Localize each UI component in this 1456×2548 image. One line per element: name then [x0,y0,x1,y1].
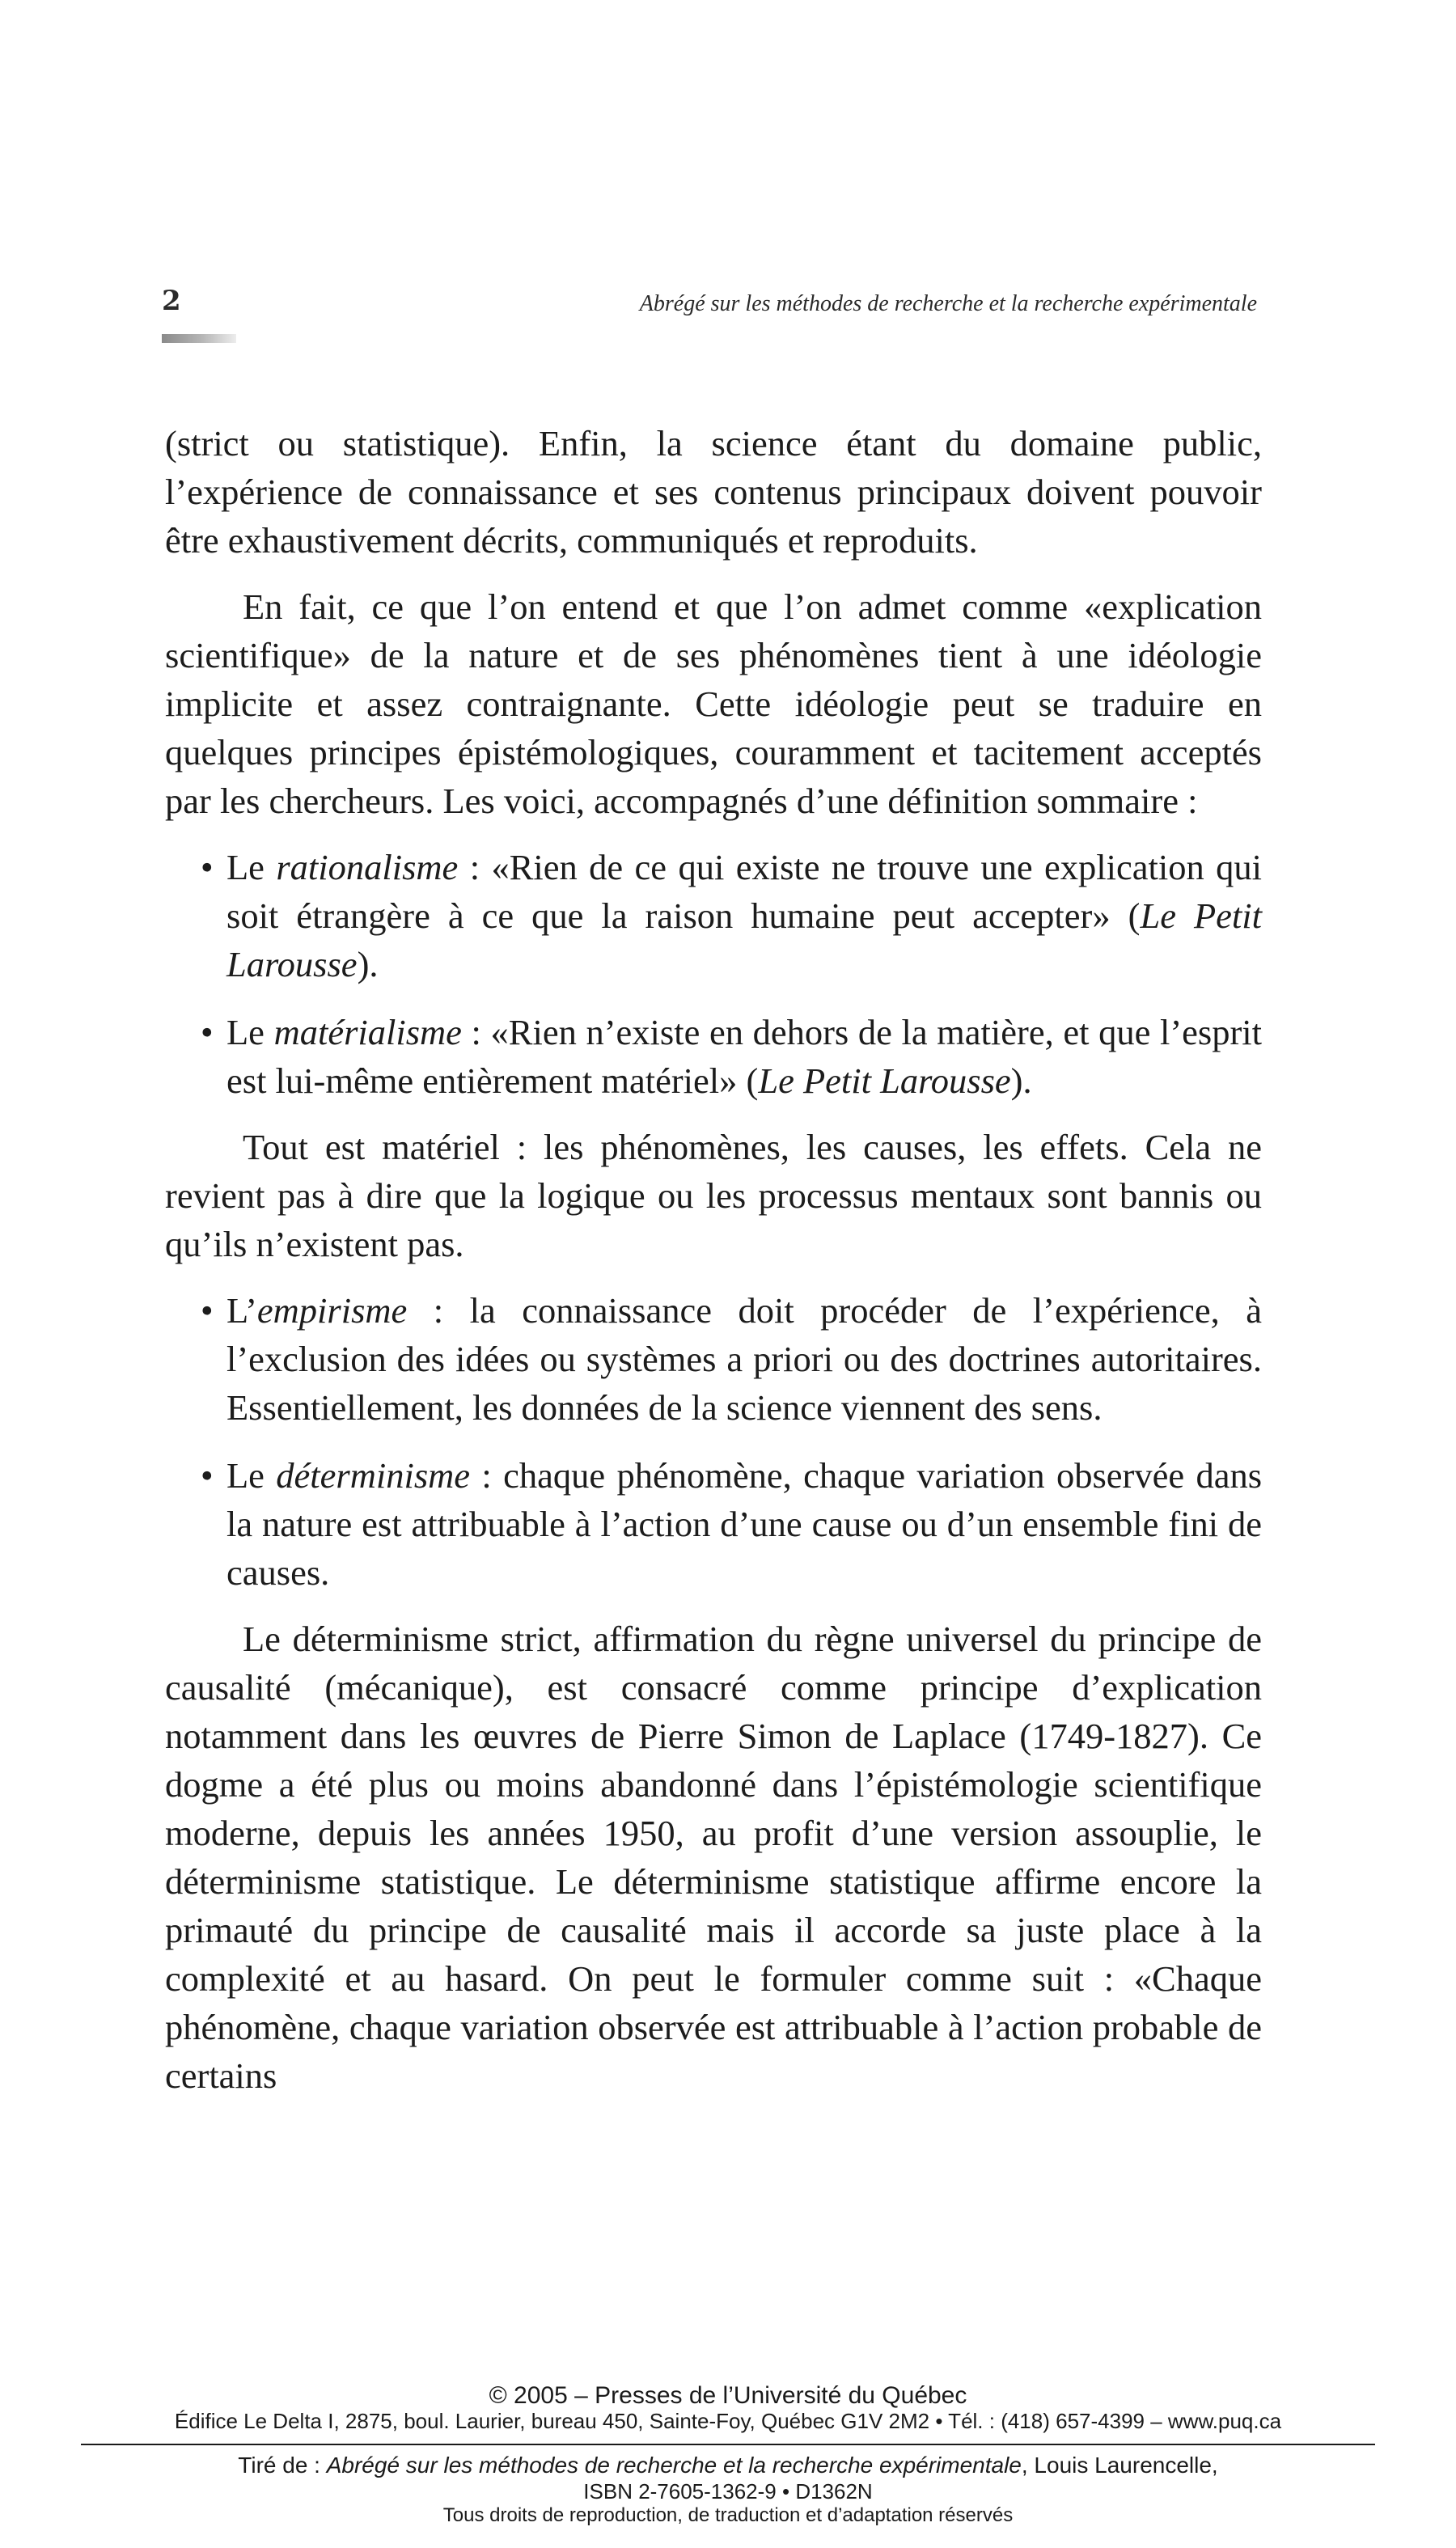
list-item-determinisme [165,1451,1262,1597]
body-text [165,419,1262,2100]
source-citation: Le Petit Larousse [758,1060,1011,1101]
item-end: ). [1010,1060,1032,1101]
source-citation: Le Petit Larousse [226,895,1262,984]
item-definition: : «Rien n’existe en dehors de la matière, et que l’esprit est lui-même entièrement matériel» ( [226,1012,1263,1101]
paragraph-ideology: En fait, ce que l’on entend et que l’on admet comme «explication scientifique» de la nature et de ses phénomènes tient à une idéologie implicite et assez contraignante. Cette idéologie peut se traduire en quelques principes épistémologiques, couramment et tacitement acceptés par les chercheurs. Les voici, accompagnés d’une définition sommaire : [165,586,1262,821]
item-end: ). [357,944,379,984]
footer-source [0,2454,1456,2477]
bullet-icon: • [201,1455,214,1496]
item-prefix: Le [226,1455,277,1496]
page-number-rule [162,334,236,343]
list-item-rationalisme [165,843,1262,988]
footer-source-title: Abrégé sur les méthodes de recherche et la recherche expérimentale [326,2453,1022,2478]
bullet-icon: • [201,1012,214,1052]
footer-isbn: ISBN 2-7605-1362-9 • D1362N [583,2479,873,2504]
item-prefix: Le [226,1012,274,1052]
footer-rights: Tous droits de reproduction, de traduction et d’adaptation réservés [442,2504,1014,2526]
footer-source-author: , Louis Laurencelle, [1021,2453,1218,2478]
list-item-empirisme [165,1286,1262,1432]
footer-copyright: © 2005 – Presses de l’Université du Québec [489,2382,967,2409]
bullet-icon: • [201,847,214,887]
item-prefix: L’ [226,1290,257,1331]
term-materialisme: matérialisme [273,1012,462,1052]
item-definition: : la connaissance doit procéder de l’expérience, à l’exclusion des idées ou systèmes a priori ou des doctrines autoritaires. Essentiellement, les données de la science viennent des sens. [226,1290,1262,1428]
paragraph-determinisme-strict: Le déterminisme strict, affirmation du règne universel du principe de causalité (mécanique), est consacré comme principe d’explication notamment dans les œuvres de Pierre Simon de Laplace (1749-1827). Ce dogme a été plus ou moins abandonné dans l’épistémologie scientifique moderne, depuis les années 1950, au profit d’une version assouplie, le déterminisme statistique. Le déterminisme statistique affirme encore la primauté du principe de causalité mais il accorde sa juste place à la complexité et au hasard. On peut le formuler comme suit : «Chaque phénomène, chaque variation observée est attribuable à l’action probable de certains [165,1619,1262,2096]
term-determinisme: déterminisme [276,1455,471,1496]
paragraph-continuation: (strict ou statistique). Enfin, la science étant du domaine public, l’expérience de connaissance et ses contenus principaux doivent pouvoir être exhaustivement décrits, communiqués et reproduits. [165,423,1262,561]
item-definition: : chaque phénomène, chaque variation observée dans la nature est attribuable à l’action d’une cause ou d’un ensemble fini de causes. [226,1455,1263,1593]
footer-divider [81,2444,1375,2445]
page-number: 2 [162,285,181,317]
item-prefix: Le [226,847,277,887]
paragraph-materiel: Tout est matériel : les phénomènes, les causes, les effets. Cela ne revient pas à dire que la logique ou les processus mentaux sont bannis ou qu’ils n’existent pas. [165,1127,1262,1264]
bullet-icon: • [201,1290,214,1331]
running-title: Abrégé sur les méthodes de recherche et la recherche expérimentale [639,291,1257,316]
list-item-materialisme [165,1008,1262,1105]
principles-list-1 [165,843,1262,1105]
item-definition: : «Rien de ce qui existe ne trouve une explication qui soit étrangère à ce que la raison humaine peut accepter» ( [226,847,1262,936]
principles-list-2 [165,1286,1262,1597]
footer-address: Édifice Le Delta I, 2875, boul. Laurier, bureau 450, Sainte-Foy, Québec G1V 2M2 • Tél. : (418) 657-4399 – www.puq.ca [174,2409,1282,2433]
term-rationalisme: rationalisme [276,847,459,887]
footer-source-label: Tiré de : [238,2453,327,2478]
term-empirisme: empirisme [256,1290,408,1331]
